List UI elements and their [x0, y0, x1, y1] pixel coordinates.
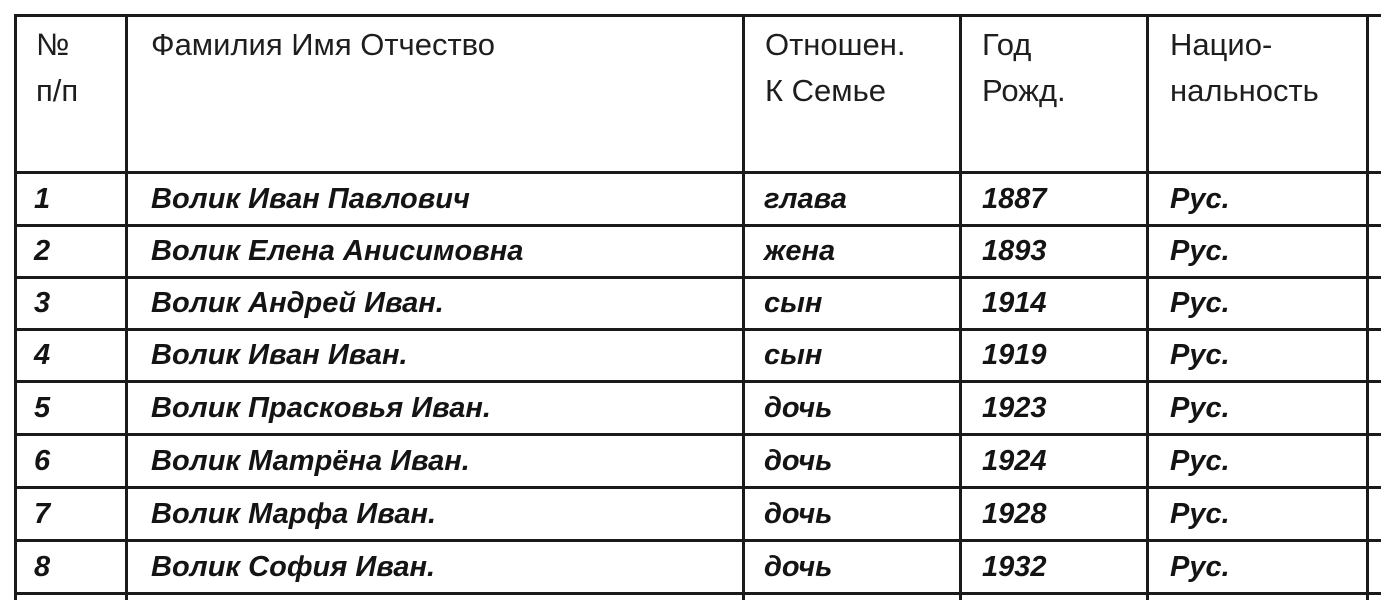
header-number: № п/п — [36, 27, 79, 108]
row-divider — [14, 433, 1381, 436]
header-divider — [14, 171, 1381, 174]
column-divider — [1146, 14, 1149, 600]
table-border-top — [14, 14, 1381, 17]
row-number: 8 — [34, 551, 51, 583]
row-number: 7 — [34, 498, 51, 530]
row-relation: сын — [764, 287, 823, 319]
column-divider — [959, 14, 962, 600]
row-full-name: Волик Матрёна Иван. — [151, 445, 470, 477]
row-number: 5 — [34, 392, 51, 424]
header-relation: Отношен. К Семье — [765, 27, 906, 108]
row-full-name: Волик Марфа Иван. — [151, 498, 437, 530]
header-birth-year: Год Рожд. — [982, 27, 1066, 108]
row-birth-year: 1893 — [982, 235, 1047, 267]
row-full-name: Волик София Иван. — [151, 551, 436, 583]
row-full-name: Волик Иван Иван. — [151, 339, 408, 371]
row-relation: дочь — [764, 445, 833, 477]
row-full-name: Волик Елена Анисимовна — [151, 235, 524, 267]
row-relation: дочь — [764, 392, 833, 424]
row-nationality: Рус. — [1170, 551, 1230, 583]
row-birth-year: 1887 — [982, 183, 1047, 215]
row-divider — [14, 380, 1381, 383]
row-nationality: Рус. — [1170, 392, 1230, 424]
column-divider — [742, 14, 745, 600]
row-nationality: Рус. — [1170, 287, 1230, 319]
row-number: 3 — [34, 287, 51, 319]
row-nationality: Рус. — [1170, 235, 1230, 267]
row-birth-year: 1923 — [982, 392, 1047, 424]
row-relation: дочь — [764, 551, 833, 583]
row-birth-year: 1914 — [982, 287, 1047, 319]
row-divider — [14, 486, 1381, 489]
row-number: 2 — [34, 235, 51, 267]
row-number: 1 — [34, 183, 51, 215]
header-nationality: Нацио- нальность — [1170, 27, 1319, 108]
row-divider — [14, 276, 1381, 279]
row-number: 4 — [34, 339, 51, 371]
row-full-name: Волик Прасковья Иван. — [151, 392, 491, 424]
row-relation: глава — [764, 183, 847, 215]
row-relation: дочь — [764, 498, 833, 530]
row-birth-year: 1924 — [982, 445, 1047, 477]
row-nationality: Рус. — [1170, 498, 1230, 530]
column-divider — [125, 14, 128, 600]
row-relation: жена — [764, 235, 836, 267]
row-relation: сын — [764, 339, 823, 371]
row-birth-year: 1919 — [982, 339, 1047, 371]
column-divider — [1366, 14, 1369, 600]
column-divider — [14, 14, 17, 600]
row-number: 6 — [34, 445, 51, 477]
row-divider — [14, 539, 1381, 542]
row-divider — [14, 224, 1381, 227]
row-divider — [14, 592, 1381, 595]
row-full-name: Волик Андрей Иван. — [151, 287, 444, 319]
row-full-name: Волик Иван Павлович — [151, 183, 470, 215]
row-nationality: Рус. — [1170, 339, 1230, 371]
header-full-name: Фамилия Имя Отчество — [151, 27, 495, 62]
row-birth-year: 1932 — [982, 551, 1047, 583]
row-birth-year: 1928 — [982, 498, 1047, 530]
row-nationality: Рус. — [1170, 183, 1230, 215]
row-divider — [14, 328, 1381, 331]
row-nationality: Рус. — [1170, 445, 1230, 477]
